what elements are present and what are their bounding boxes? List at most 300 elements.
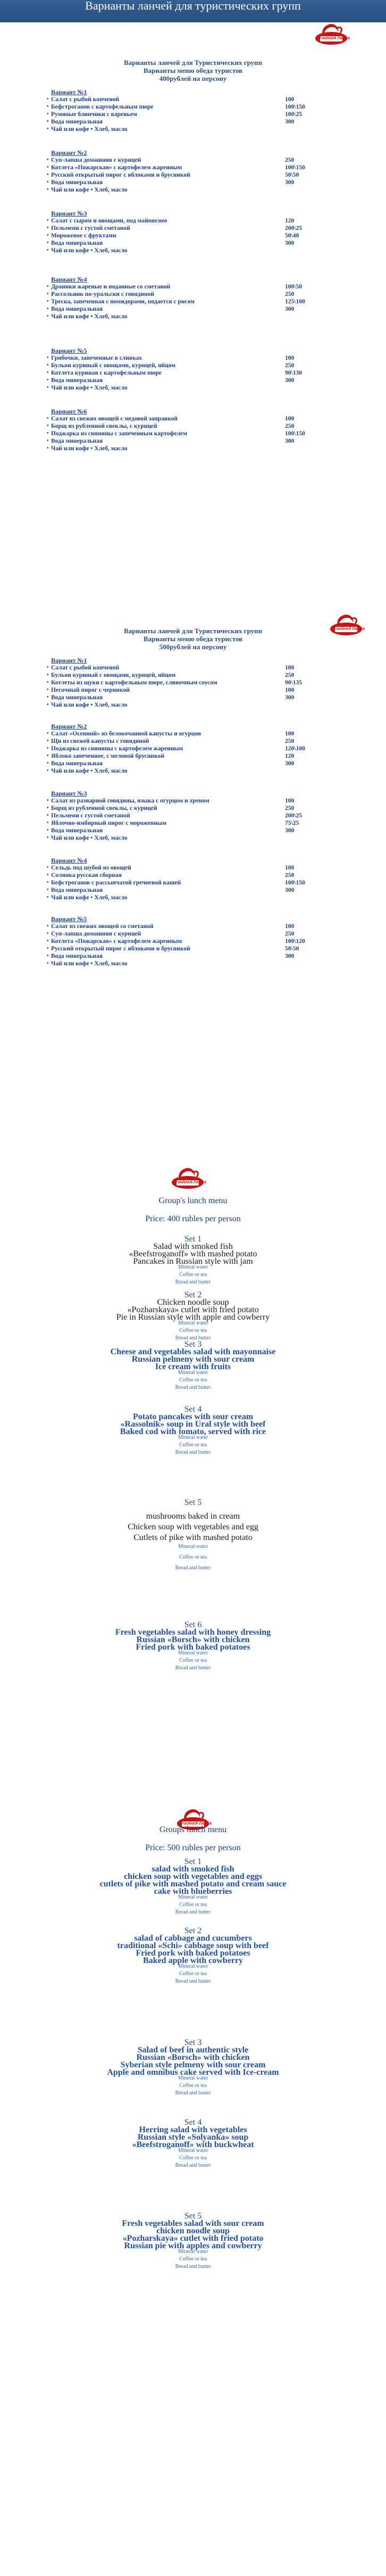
dish-name: Вода минеральная	[51, 438, 103, 444]
bullet-icon: •	[47, 768, 49, 774]
set-title: Set 2	[184, 1290, 202, 1299]
bullet-icon: •	[47, 687, 49, 693]
dish-portion: 120	[285, 218, 295, 224]
dish-name: Чай или кофе • Хлеб, масло	[51, 247, 128, 254]
list-item	[47, 679, 328, 686]
dish-name: Котлета куриная с картофельным пюре	[51, 370, 162, 376]
list-item	[47, 887, 328, 894]
list-item	[47, 156, 328, 164]
menu-line: Bread and butter	[175, 1335, 211, 1341]
dish-portion: 250	[285, 157, 295, 163]
menu-line: Herring salad with vegetables	[139, 2125, 247, 2134]
bullet-icon: •	[47, 923, 49, 929]
list-item	[47, 694, 328, 701]
list-item	[47, 923, 328, 930]
dish-name: Салат с рыбой копченой	[51, 96, 120, 103]
list-item	[47, 305, 328, 313]
menu-line: Mineral water	[178, 1544, 208, 1550]
menu-line: Bread and butter	[175, 2163, 211, 2168]
logo-label: ЧАЙНАЯ ЛАВКА	[320, 37, 350, 40]
section-title: Вариант №3	[51, 210, 87, 217]
bullet-icon: •	[47, 931, 49, 937]
dish-portion: 100\25	[285, 111, 302, 118]
list-item	[47, 960, 328, 967]
dish-name: Салат с рыбой копченой	[51, 665, 120, 671]
list-item	[47, 872, 328, 879]
list-item	[47, 945, 328, 952]
dish-name: Чай или кофе • Хлеб, масло	[51, 445, 128, 452]
menu-line: Cheese and vegetables salad with mayonnaise	[110, 1347, 276, 1356]
menu-section	[47, 915, 328, 967]
dish-name: Пельмени с густой сметаной	[51, 225, 130, 231]
dish-name: Чай или кофе • Хлеб, масло	[51, 385, 128, 391]
list-item	[47, 864, 328, 872]
header-bar	[0, 0, 386, 22]
dish-portion: 300	[285, 694, 295, 701]
list-item	[47, 96, 328, 103]
dish-name: Грибочки, запеченные в сливках	[51, 355, 142, 361]
menu-line: Coffee or tea	[179, 1658, 207, 1663]
list-item	[47, 797, 328, 805]
bullet-icon: •	[47, 104, 49, 110]
dish-portion: 100	[285, 731, 295, 737]
bullet-icon: •	[47, 894, 49, 900]
dish-name: Вода минеральная	[51, 827, 103, 834]
list-item	[47, 217, 328, 225]
dish-name: Салат из разварной говядины, языка с огурцом и хреном	[51, 798, 209, 804]
list-item	[47, 738, 328, 745]
dish-name: Вода минеральная	[51, 887, 103, 893]
bullet-icon: •	[47, 313, 49, 319]
dish-portion: 50\40	[285, 233, 299, 239]
list-item	[47, 730, 328, 738]
bullet-icon: •	[47, 423, 49, 429]
menu-line: Cutlets of pike with mashed potato	[133, 1533, 253, 1542]
set-title: Set 6	[184, 1620, 202, 1629]
list-item	[47, 164, 328, 171]
list-item	[47, 362, 328, 369]
list-item	[47, 103, 328, 111]
bullet-icon: •	[47, 291, 49, 297]
list-item	[47, 745, 328, 752]
dish-portion: 100	[285, 355, 295, 361]
dish-name: Вода минеральная	[51, 306, 103, 312]
menu-line: Russian style «Solyanka» soup	[137, 2133, 249, 2142]
bullet-icon: •	[47, 247, 49, 253]
menu-line: Bread and butter	[175, 1449, 211, 1455]
section-title: Вариант №2	[51, 723, 87, 730]
dish-name: Вода минеральная	[51, 119, 103, 125]
bullet-icon: •	[47, 872, 49, 878]
bullet-icon: •	[47, 157, 49, 163]
menu-section	[47, 149, 328, 194]
dish-portion: 50\50	[285, 172, 299, 178]
list-item	[47, 377, 328, 384]
dish-name: Суп-лапша домашняя с курицей	[51, 157, 141, 163]
menu-line: Mineral water	[178, 1894, 208, 1900]
dish-portion: 100	[285, 96, 295, 103]
bullet-icon: •	[47, 218, 49, 223]
menu-line: Mineral water	[178, 1264, 208, 1270]
dish-portion: 300	[285, 306, 295, 312]
bullet-icon: •	[47, 355, 49, 361]
list-item	[47, 423, 328, 430]
dish-name: Салат «Осенний» из белокочанной капусты и огурцов	[51, 731, 202, 737]
dish-name: Чай или кофе • Хлеб, масло	[51, 313, 128, 320]
dish-name: Котлеты из щуки с картофельным пюре, сливочным соусом	[51, 680, 217, 686]
menu-line: Russian «Borsch» with chicken	[136, 2053, 250, 2062]
bullet-icon: •	[47, 119, 49, 125]
dish-name: Чай или кофе • Хлеб, масло	[51, 960, 128, 967]
dish-portion: 300	[285, 179, 295, 186]
menu-line: Russian pelmeny with sour cream	[131, 1355, 255, 1364]
dish-name: Салат с сыром и овощами, под майонезом	[51, 218, 167, 224]
menu-line: Coffee or tea	[179, 2083, 207, 2089]
dish-portion: 120	[285, 753, 295, 759]
menu-line: Bread and butter	[175, 1909, 211, 1915]
dish-portion: 100	[285, 865, 295, 871]
menu-line: Pancakes in Russian style with jam	[133, 1257, 253, 1266]
list-item	[47, 672, 328, 679]
menu-line: Bread and butter	[175, 1565, 211, 1571]
list-item	[47, 232, 328, 239]
menu-line: mushrooms baked in cream	[146, 1512, 240, 1521]
menu-section	[47, 857, 328, 901]
list-item	[47, 186, 328, 194]
list-item	[47, 126, 328, 133]
menu-line: «Pozharskaya» cutlet with fried potato	[122, 2234, 264, 2243]
list-item	[47, 247, 328, 254]
bullet-icon: •	[47, 385, 49, 391]
menu-line: «Pozharskaya» cutlet with fried potato	[127, 1305, 259, 1314]
list-item	[47, 415, 328, 423]
dish-portion: 250	[285, 362, 295, 369]
dish-portion: 250	[285, 291, 295, 297]
menu-title-line: Варианты ланчей для Туристических групп	[123, 59, 263, 67]
menu-line: salad of cabbage and cucumbers	[134, 1934, 252, 1943]
bullet-icon: •	[47, 172, 49, 178]
bullet-icon: •	[47, 953, 49, 959]
dish-portion: 250	[285, 872, 295, 879]
dish-name: Вода минеральная	[51, 760, 103, 767]
dish-name: Вода минеральная	[51, 179, 103, 186]
set-title: Set 1	[184, 1235, 202, 1244]
bullet-icon: •	[47, 865, 49, 871]
dish-portion: 250	[285, 423, 295, 429]
logo-label: ЧАЙНАЯ ЛАВКА	[182, 1822, 212, 1826]
bullet-icon: •	[47, 187, 49, 193]
menu-price: Price: 500 rubles per person	[145, 1843, 241, 1852]
menu-line: Apple and omnibus cake served with Ice-cream	[107, 2068, 279, 2077]
section-title: Вариант №4	[51, 857, 87, 864]
menu-line: Bread and butter	[175, 2090, 211, 2096]
dish-portion: 100\50	[285, 284, 302, 290]
menu-line: «Beefstroganoff» with mashed potato	[129, 1249, 257, 1258]
bullet-icon: •	[47, 746, 49, 751]
list-item	[47, 834, 328, 842]
menu-section	[47, 790, 328, 842]
bullet-icon: •	[47, 438, 49, 444]
dish-name: Пельмени с густой сметаной	[51, 813, 130, 819]
set-title: Set 5	[184, 1498, 202, 1507]
section-title: Вариант №4	[51, 276, 87, 283]
menu-line: Syberian style pelmeny with sour cream	[120, 2060, 266, 2069]
menu-line: Coffee or tea	[179, 1971, 207, 1977]
menu-line: Coffee or tea	[179, 1328, 207, 1333]
menu-line: salad with smoked fish	[152, 1865, 234, 1874]
dish-name: Чай или кофе • Хлеб, масло	[51, 768, 128, 774]
set-title: Set 3	[184, 2038, 202, 2047]
menu-line: Mineral water	[178, 1964, 208, 1969]
list-item	[47, 760, 328, 767]
list-item	[47, 952, 328, 960]
dish-name: Вода минеральная	[51, 240, 103, 246]
list-item	[47, 437, 328, 445]
menu-line: Mineral water	[178, 1370, 208, 1376]
bullet-icon: •	[47, 233, 49, 238]
menu-line: Fried pork with baked potatoes	[136, 1643, 250, 1652]
set-title: Set 4	[184, 1405, 202, 1414]
menu-line: Mineral water	[178, 2148, 208, 2153]
dish-name: Чай или кофе • Хлеб, масло	[51, 126, 128, 132]
menu-line: Russian pie with apples and cowberry	[124, 2241, 262, 2250]
menu-title-line: 500рублей на персону	[159, 643, 227, 651]
dish-name: Поджарка из свинины с картофелем жаренным	[51, 746, 183, 752]
dish-name: Щи из свежей капусты с говядиной	[51, 738, 149, 744]
list-item	[47, 701, 328, 709]
menu-price: Price: 400 rubles per person	[145, 1214, 241, 1223]
menu-line: Mineral water	[178, 1320, 208, 1326]
bullet-icon: •	[47, 738, 49, 744]
menu-section	[47, 210, 328, 254]
dish-portion: 90\130	[285, 370, 302, 376]
list-item	[47, 354, 328, 362]
list-item	[47, 664, 328, 672]
logo-label: ЧАЙНАЯ ЛАВКА	[177, 1181, 207, 1185]
dish-name: Сельдь под шубой из овощей	[51, 865, 131, 871]
bullet-icon: •	[47, 416, 49, 421]
dish-name: Треска, запеченная с помидорами, подается с рисом	[51, 299, 195, 305]
dish-name: Котлета «Пожарская» с картофелем жаренным	[51, 938, 182, 945]
dish-name: Борщ из рубленной свеклы, с курицей	[51, 805, 157, 811]
dish-portion: 300	[285, 953, 295, 959]
dish-name: Яблоко запеченное, с меловой брусникой	[51, 753, 164, 759]
menu-section	[47, 276, 328, 320]
menu-title-line: Варианты ланчей для Туристических групп	[123, 627, 263, 635]
list-item	[47, 819, 328, 827]
dish-name: Борщ из рубленной свеклы, с курицей	[51, 423, 157, 429]
dish-name: Чай или кофе • Хлеб, масло	[51, 894, 128, 901]
dish-name: Вода минеральная	[51, 953, 103, 959]
menu-line: Russian «Borsch» with chicken	[136, 1635, 250, 1644]
menu-line: Bread and butter	[175, 2264, 211, 2269]
set-title: Set 3	[184, 1340, 202, 1349]
dish-name: Бефстроганов с картофельным пюре	[51, 104, 154, 110]
menu-line: chicken soup with vegetables and eggs	[123, 1872, 263, 1881]
menu-line: cake with blueberries	[154, 1887, 232, 1896]
dish-portion: 300	[285, 887, 295, 893]
list-item	[47, 179, 328, 186]
bullet-icon: •	[47, 126, 49, 132]
dish-name: Поджарка из свинины с запеченным картофелем	[51, 430, 187, 437]
section-title: Вариант №1	[51, 88, 87, 96]
list-item	[47, 384, 328, 392]
list-item	[47, 767, 328, 775]
list-item	[47, 827, 328, 834]
set-title: Set 2	[184, 1926, 202, 1935]
list-item	[47, 118, 328, 126]
menu-title: Groups lunch menu	[159, 1825, 227, 1834]
bullet-icon: •	[47, 665, 49, 670]
dish-name: Песочный пирог с черникой	[51, 687, 130, 693]
bullet-icon: •	[47, 179, 49, 185]
dish-portion: 100\150	[285, 430, 305, 437]
bullet-icon: •	[47, 694, 49, 700]
dish-name: Салат из свежих овощей с медовой заправкой	[51, 416, 178, 422]
menu-title-line: Варианты меню обеда туристов	[143, 67, 243, 74]
dish-portion: 100\120	[285, 938, 305, 945]
dish-name: Чай или кофе • Хлеб, масло	[51, 835, 128, 841]
list-item	[47, 805, 328, 812]
dish-portion: 250	[285, 805, 295, 811]
set-title: Set 5	[184, 2211, 202, 2221]
bullet-icon: •	[47, 370, 49, 376]
list-item	[47, 369, 328, 377]
menu-line: Chicken soup with vegetables and egg	[128, 1522, 258, 1531]
bullet-icon: •	[47, 731, 49, 736]
list-item	[47, 111, 328, 118]
logo	[170, 1165, 205, 1191]
menu-line: Coffee or tea	[179, 1554, 207, 1560]
menu-line: Coffee or tea	[179, 1377, 207, 1383]
menu-line: Potato pancakes with sour cream	[132, 1412, 254, 1421]
list-item	[47, 812, 328, 819]
set-title: Set 4	[184, 2118, 202, 2127]
menu-line: Pie in Russian style with apple and cowberry	[116, 1313, 270, 1322]
bullet-icon: •	[47, 880, 49, 885]
menu-line: traditional «Schi» cabbage soup with beef	[117, 1941, 269, 1950]
bullet-icon: •	[47, 938, 49, 944]
dish-portion: 200\25	[285, 225, 302, 231]
bullet-icon: •	[47, 240, 49, 246]
list-item	[47, 938, 328, 945]
dish-portion: 300	[285, 119, 295, 125]
menu-section	[47, 88, 328, 133]
bullet-icon: •	[47, 753, 49, 759]
section-title: Вариант №3	[51, 790, 87, 797]
bullet-icon: •	[47, 445, 49, 451]
menu-line: Fresh vegetables salad with sour cream	[122, 2219, 264, 2228]
section-title: Вариант №1	[51, 657, 87, 664]
menu-line: Coffee or tea	[179, 2155, 207, 2161]
dish-name: Салат из свежих овощей со сметаной	[51, 923, 154, 930]
menu-line: Salad with smoked fish	[153, 1242, 233, 1251]
dish-name: Солянка русская сборная	[51, 872, 122, 879]
bullet-icon: •	[47, 299, 49, 304]
logo	[314, 21, 349, 47]
menu-line: Baked cod with tomato, served with rice	[120, 1427, 266, 1436]
menu-title-line: Варианты меню обеда туристов	[143, 635, 243, 643]
dish-portion: 100	[285, 923, 295, 930]
dish-portion: 250	[285, 931, 295, 937]
dish-name: Котлета «Пожарская» с картофелем жаренным	[51, 164, 182, 171]
bullet-icon: •	[47, 887, 49, 893]
bullet-icon: •	[47, 225, 49, 231]
dish-name: Мороженое с фруктами	[51, 233, 116, 239]
menu-line: «Rassolnik» soup in Ural style with beef	[120, 1420, 266, 1429]
menu-line: Mineral water	[178, 2075, 208, 2081]
dish-name: Драники жареные и поданные со сметаной	[51, 284, 171, 290]
bullet-icon: •	[47, 680, 49, 685]
dish-portion: 100	[285, 687, 295, 693]
bullet-icon: •	[47, 362, 49, 368]
menu-line: Fried pork with baked potatoes	[136, 1949, 250, 1958]
page-title: Варианты ланчей для туристических групп	[85, 0, 301, 12]
dish-name: Чай или кофе • Хлеб, масло	[51, 187, 128, 193]
bullet-icon: •	[47, 827, 49, 833]
bullet-icon: •	[47, 702, 49, 708]
dish-name: Вода минеральная	[51, 377, 103, 384]
menu-line: Bread and butter	[175, 1279, 211, 1285]
dish-portion: 300	[285, 377, 295, 384]
bullet-icon: •	[47, 946, 49, 951]
list-item	[47, 313, 328, 320]
dish-portion: 300	[285, 827, 295, 834]
section-title: Вариант №6	[51, 408, 87, 415]
dish-portion: 250	[285, 672, 295, 678]
dish-portion: 300	[285, 760, 295, 767]
list-item	[47, 930, 328, 938]
dish-portion: 100\150	[285, 104, 305, 110]
bullet-icon: •	[47, 805, 49, 811]
menu-line: Mineral water	[178, 1435, 208, 1440]
list-item	[47, 752, 328, 760]
logo-label: ЧАЙНАЯ ЛАВКА	[335, 627, 365, 631]
dish-portion: 300	[285, 240, 295, 246]
list-item	[47, 225, 328, 232]
list-item	[47, 430, 328, 437]
menu-line: Bread and butter	[175, 1665, 211, 1671]
menu-line: Mineral water	[178, 1650, 208, 1656]
dish-portion: 100	[285, 798, 295, 804]
list-item	[47, 171, 328, 179]
bullet-icon: •	[47, 377, 49, 383]
list-item	[47, 879, 328, 887]
bullet-icon: •	[47, 820, 49, 826]
set-title: Set 1	[184, 1857, 202, 1866]
menu-line: Coffee or tea	[179, 2256, 207, 2262]
bullet-icon: •	[47, 164, 49, 170]
dish-name: Вода минеральная	[51, 694, 103, 701]
menu-section	[47, 657, 328, 709]
menu-section	[47, 408, 328, 452]
menu-line: Chicken noodle soup	[157, 1298, 229, 1307]
dish-name: Бульон куриный с овощами, курицей, яйцом	[51, 672, 176, 678]
menu-line: Mineral water	[178, 2249, 208, 2255]
bullet-icon: •	[47, 813, 49, 818]
menu-line: Coffee or tea	[179, 1442, 207, 1448]
menu-line: Coffee or tea	[179, 1272, 207, 1278]
menu-section	[47, 347, 328, 392]
dish-name: Рассольник по-уральски с говядиной	[51, 291, 154, 297]
dish-portion: 200\25	[285, 813, 302, 819]
dish-portion: 100	[285, 665, 295, 671]
menu-line: Ice cream with fruits	[155, 1362, 231, 1371]
menu-line: Fresh vegetables salad with honey dressing	[115, 1628, 271, 1637]
list-item	[47, 291, 328, 298]
bullet-icon: •	[47, 798, 49, 804]
dish-name: Бульон куриный с овощами, курицей, яйцом	[51, 362, 176, 369]
